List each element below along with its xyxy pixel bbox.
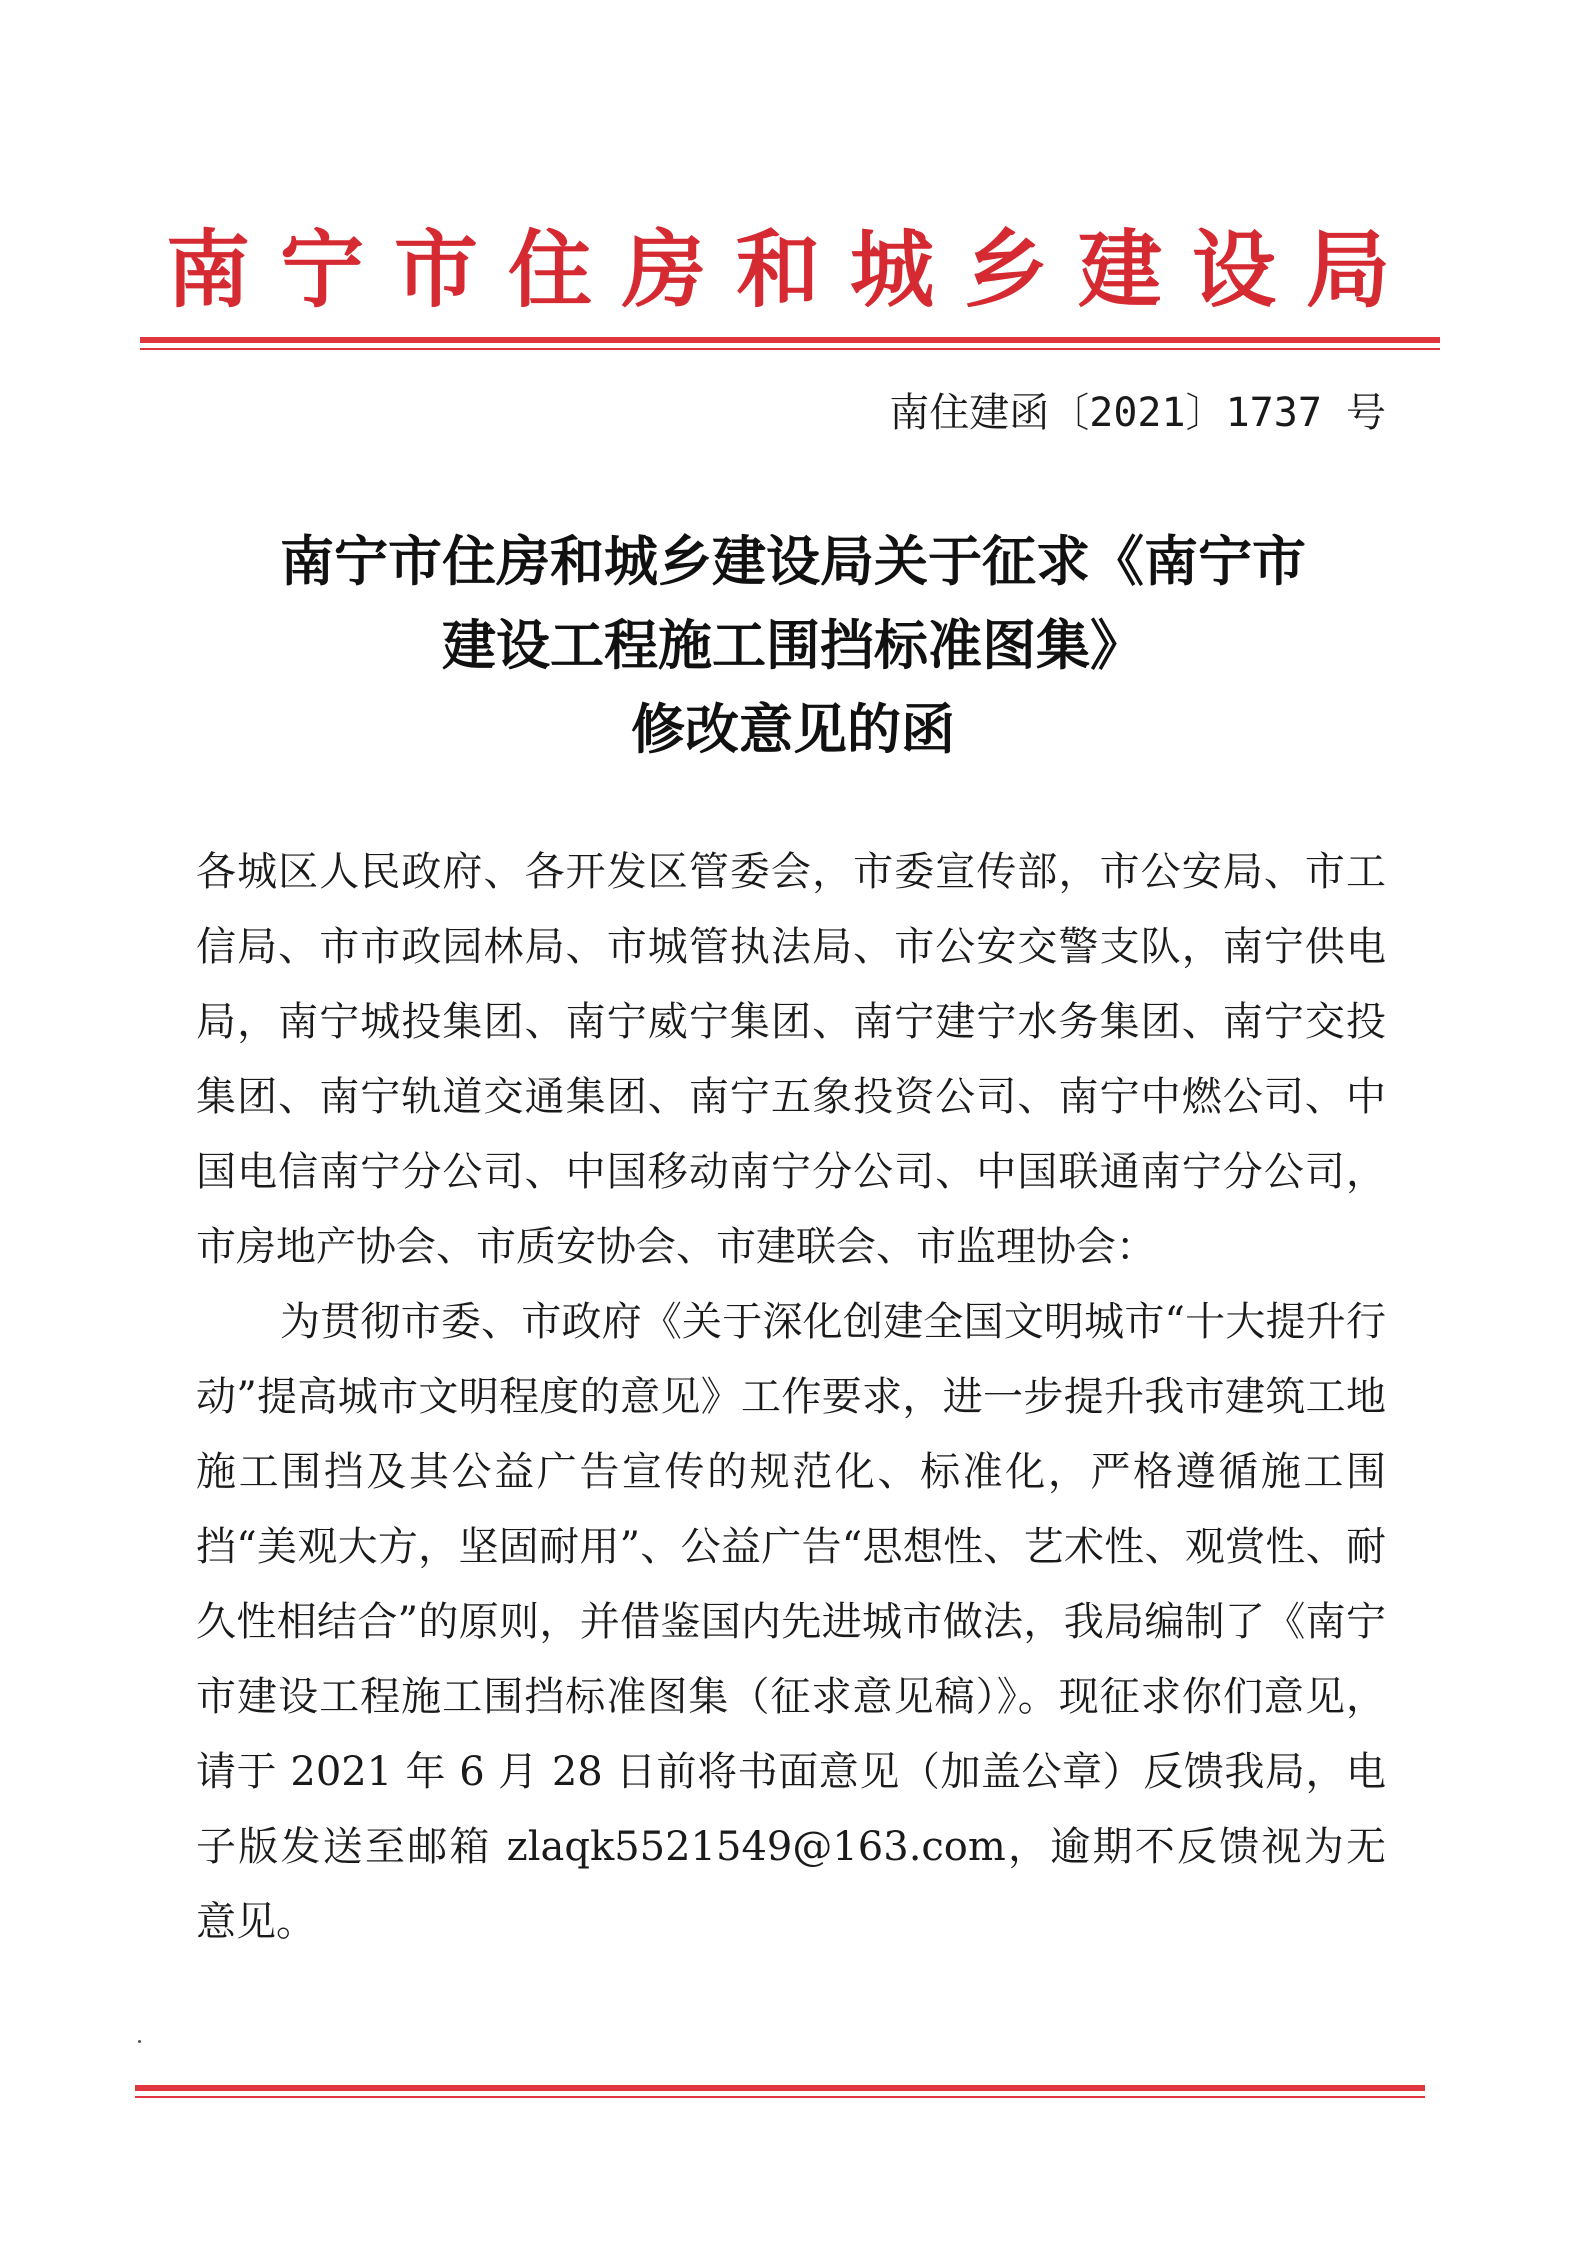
title-line-1: 南宁市住房和城乡建设局关于征求《南宁市 bbox=[280, 530, 1306, 593]
title-line-2: 建设工程施工围挡标准图集》 bbox=[442, 614, 1144, 677]
footer-red-rule-thin bbox=[135, 2096, 1425, 2098]
title-line-3: 修改意见的函 bbox=[631, 698, 955, 761]
document-title bbox=[140, 520, 1446, 772]
letterhead-red-rule bbox=[140, 337, 1440, 343]
document-number: 南住建函〔2021〕1737 号 bbox=[889, 390, 1386, 436]
footer-red-rule bbox=[135, 2085, 1425, 2091]
scan-speck bbox=[138, 2040, 141, 2043]
document-body bbox=[196, 835, 1386, 1960]
letterhead-red-rule-thin bbox=[140, 348, 1440, 350]
letterhead-agency-name: 南宁市住房和城乡建设局 bbox=[165, 220, 1420, 319]
body-paragraph: 为贯彻市委、市政府《关于深化创建全国文明城市“十大提升行动”提高城市文明程度的意见》工作要求，进一步提升我市建筑工地施工围挡及其公益广告宣传的规范化、标准化，严格遵循施工围挡“美观大方，坚固耐用”、公益广告“思想性、艺术性、观赏性、耐久性相结合”的原则，并借鉴国内先进城市做法，我局编制了《南宁市建设工程施工围挡标准图集（征求意见稿）》。现征求你们意见，请于 2021 年 6 月 28 日前将书面意见（加盖公章）反馈我局，电子版发送至邮箱 zlaqk5521549@163.com，逾期不反馈视为无意见。 bbox=[196, 1299, 1386, 1945]
salutation: 各城区人民政府、各开发区管委会，市委宣传部，市公安局、市工信局、市市政园林局、市城管执法局、市公安交警支队，南宁供电局，南宁城投集团、南宁威宁集团、南宁建宁水务集团、南宁交投集团、南宁轨道交通集团、南宁五象投资公司、南宁中燃公司、中国电信南宁分公司、中国移动南宁分公司、中国联通南宁分公司，市房地产协会、市质安协会、市建联会、市监理协会： bbox=[196, 849, 1386, 1270]
